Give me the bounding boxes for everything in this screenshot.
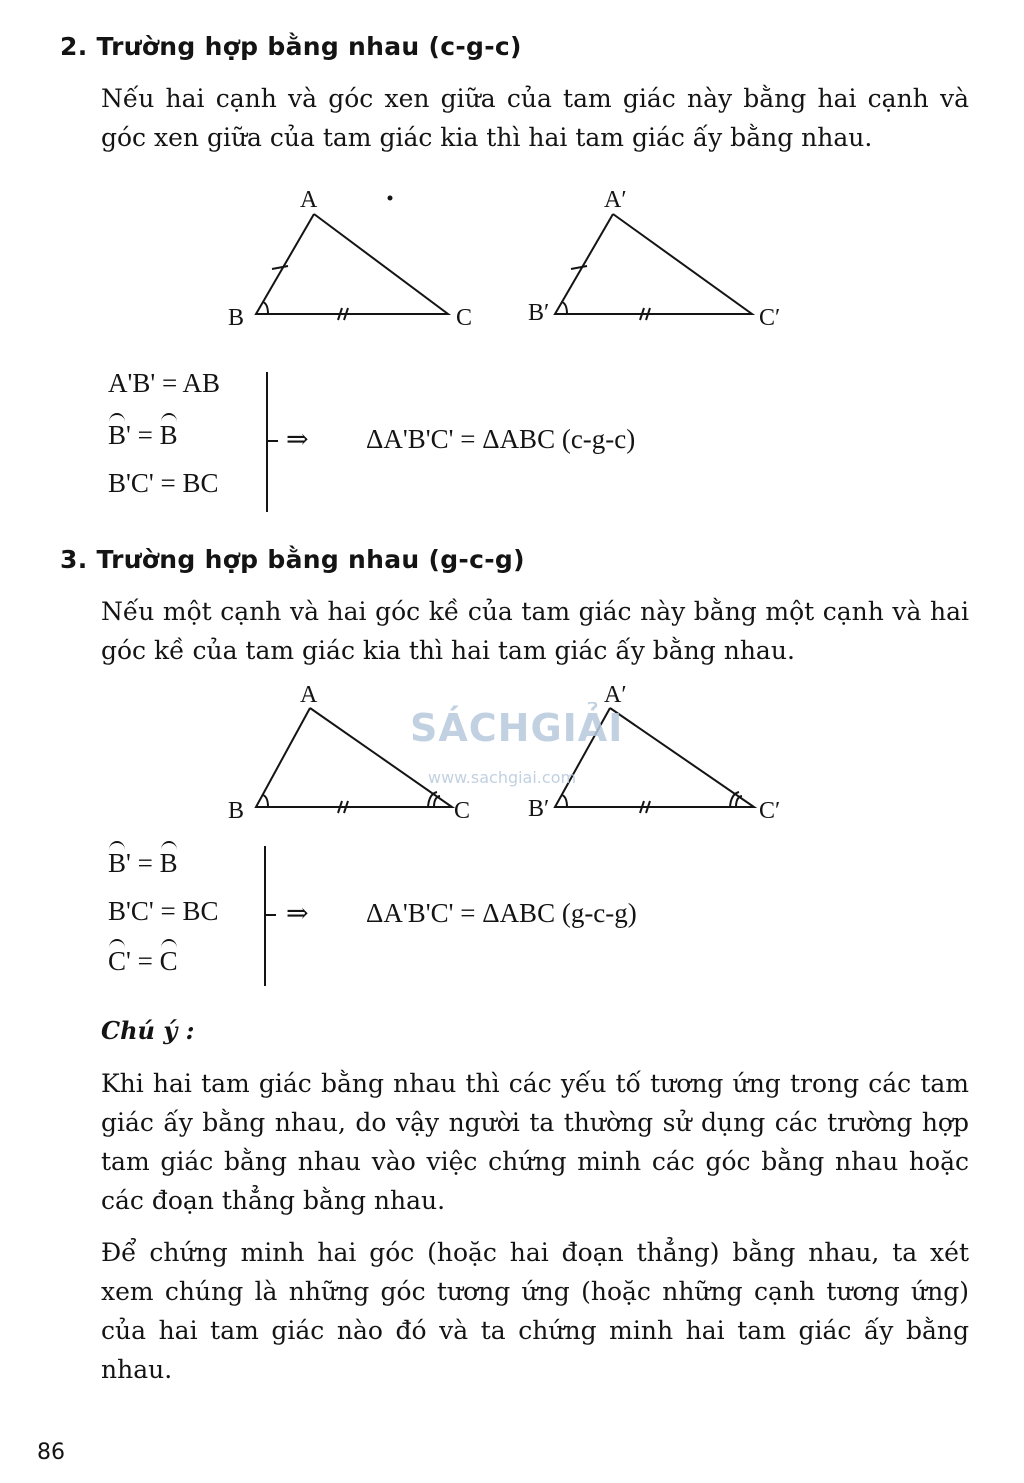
- sas-condition-3: B'C' = BC: [108, 468, 219, 498]
- hat-c-prime: C: [108, 946, 127, 976]
- angle-b-mark: [263, 302, 268, 314]
- watermark-logo: SÁCHGIẢI: [410, 706, 624, 750]
- sas-conclusion: ΔA'B'C' = ΔABC (c-g-c): [366, 424, 636, 454]
- section-2-text: Nếu hai cạnh và góc xen giữa của tam giác này bằng hai cạnh và góc xen giữa của tam giác kia thì hai tam giác ấy bằng nhau.: [101, 84, 969, 152]
- triangle-abc-prime: [555, 214, 752, 314]
- angle-b-prime-mark-2: [562, 795, 567, 807]
- angle-b-mark-2: [263, 795, 268, 807]
- angle-b-prime-mark: [562, 302, 567, 314]
- brace-sas: [258, 372, 268, 512]
- asa-condition-3: C' = C: [108, 946, 178, 976]
- figure-asa: [220, 680, 820, 830]
- hat-c: C: [159, 946, 178, 976]
- page-number: 86: [37, 1440, 65, 1465]
- label-c-prime: C′: [759, 305, 781, 331]
- label-b-prime-2: B′: [528, 796, 550, 822]
- section-3-text: Nếu một cạnh và hai góc kề của tam giác này bằng một cạnh và hai góc kề của tam giác kia thì hai tam giác ấy bằng nhau.: [101, 597, 969, 665]
- asa-conclusion: ΔA'B'C' = ΔABC (g-c-g): [366, 898, 637, 928]
- label-b-2: B: [228, 798, 245, 824]
- speck-dot: [388, 196, 393, 201]
- tick-ab: [272, 266, 288, 269]
- watermark-url: www.sachgiai.com: [428, 768, 577, 787]
- sas-implies: ⇒: [286, 424, 309, 454]
- section-3-heading: 3. Trường hợp bằng nhau (g-c-g): [60, 545, 525, 574]
- label-b: B: [228, 305, 245, 331]
- label-a-prime: A′: [604, 187, 627, 213]
- hat-b: B: [159, 420, 178, 450]
- asa-condition-1: B' = B: [108, 848, 178, 878]
- hat-b-prime: B: [108, 420, 127, 450]
- label-a-prime-2: A′: [604, 682, 627, 708]
- brace-asa: [256, 846, 266, 986]
- triangle-abc: [256, 214, 448, 314]
- asa-condition-2: B'C' = BC: [108, 896, 219, 926]
- note-paragraph-1: Khi hai tam giác bằng nhau thì các yếu tố tương ứng trong các tam giác ấy bằng nhau, do vậy người ta thường sử dụng các trường hợp tam giác bằng nhau vào việc chứng minh các góc bằng nhau hoặc các đoạn thẳng bằng nhau.: [101, 1069, 969, 1215]
- label-b-prime: B′: [528, 300, 550, 326]
- tick-ab-prime: [571, 266, 587, 269]
- brace-sas-tip: [268, 440, 278, 442]
- section-2-heading: 2. Trường hợp bằng nhau (c-g-c): [60, 32, 522, 61]
- label-a: A: [300, 187, 318, 213]
- label-a-2: A: [300, 682, 318, 708]
- label-c: C: [456, 305, 473, 331]
- note-paragraph-2: Để chứng minh hai góc (hoặc hai đoạn thẳng) bằng nhau, ta xét xem chúng là những góc tương ứng (hoặc những cạnh tương ứng) của hai tam giác nào đó và ta chứng minh hai tam giác ấy bằng nhau.: [101, 1238, 969, 1384]
- figure-sas: [220, 180, 820, 340]
- hat-b-2: B: [159, 848, 178, 878]
- note-title: Chú ý :: [101, 1016, 195, 1045]
- asa-implies: ⇒: [286, 898, 309, 928]
- label-c-2: C: [454, 798, 471, 824]
- sas-condition-1: A'B' = AB: [108, 368, 220, 398]
- sas-condition-2: B' = B: [108, 420, 178, 450]
- label-c-prime-2: C′: [759, 798, 781, 824]
- hat-b-prime-2: B: [108, 848, 127, 878]
- brace-asa-tip: [266, 914, 276, 916]
